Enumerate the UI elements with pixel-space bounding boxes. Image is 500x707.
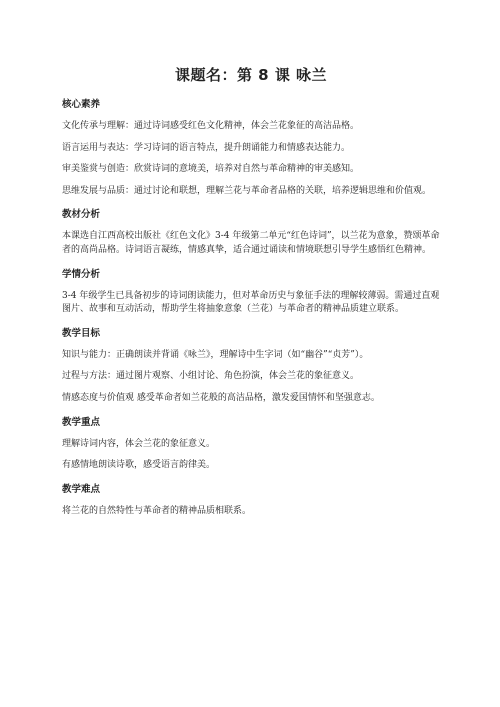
section-teaching-key-points [62,416,440,473]
section-heading: 教学难点 [62,483,101,495]
section-learner-analysis [62,268,440,317]
paragraph: 知识与能力：正确朗读并背诵《咏兰》，理解诗中生字词（如“幽谷”“贞芳”）。 [62,349,369,360]
section-heading: 教学重点 [62,416,101,428]
paragraph: 语言运用与表达：学习诗词的语言特点，提升朗诵能力和情感表达能力。 [62,142,351,153]
paragraph: 理解诗词内容，体会兰花的象征意义。 [62,438,216,449]
paragraph: 3-4 年级学生已具备初步的诗词朗读能力，但对革命历史与象征手法的理解较薄弱。需通过直观图片、故事和互动活动，帮助学生将抽象意象（兰花）与革命者的精神品质建立联系。 [62,290,440,315]
section-heading: 核心素养 [62,99,101,110]
section-heading: 教学目标 [62,327,101,339]
section-heading: 教材分析 [62,209,101,221]
paragraph: 思维发展与品质：通过讨论和联想，理解兰花与革命者品格的关联，培养逻辑思维和价值观。 [62,185,432,196]
section-teaching-objectives [62,327,440,406]
paragraph: 本课选自江西高校出版社《红色文化》3-4 年级第二单元“红色诗词”，以兰花为意象，赞颂革命者的高尚品格。诗词语言凝练，情感真挚，适合通过诵读和情境联想引导学生感悟红色精神。 [62,231,440,255]
paragraph: 将兰花的自然特性与革命者的精神品质相联系。 [62,505,252,516]
document-page [62,66,440,528]
paragraph: 过程与方法：通过图片观察、小组讨论、角色扮演，体会兰花的象征意义。 [62,371,360,382]
section-teaching-difficulties [62,483,440,519]
paragraph: 审美鉴赏与创造：欣赏诗词的意境美，培养对自然与革命精神的审美感知。 [62,164,360,175]
page-title: 课题名：第 8 课 咏兰 [174,66,328,84]
paragraph: 情感态度与价值观 感受革命者如兰花般的高洁品格，激发爱国情怀和坚强意志。 [62,392,380,403]
section-heading: 学情分析 [62,268,101,280]
section-core-literacy [62,98,440,198]
section-textbook-analysis [62,208,440,257]
paragraph: 有感情地朗读诗歌，感受语言韵律美。 [62,460,216,471]
paragraph: 文化传承与理解：通过诗词感受红色文化精神，体会兰花象征的高洁品格。 [62,121,360,131]
